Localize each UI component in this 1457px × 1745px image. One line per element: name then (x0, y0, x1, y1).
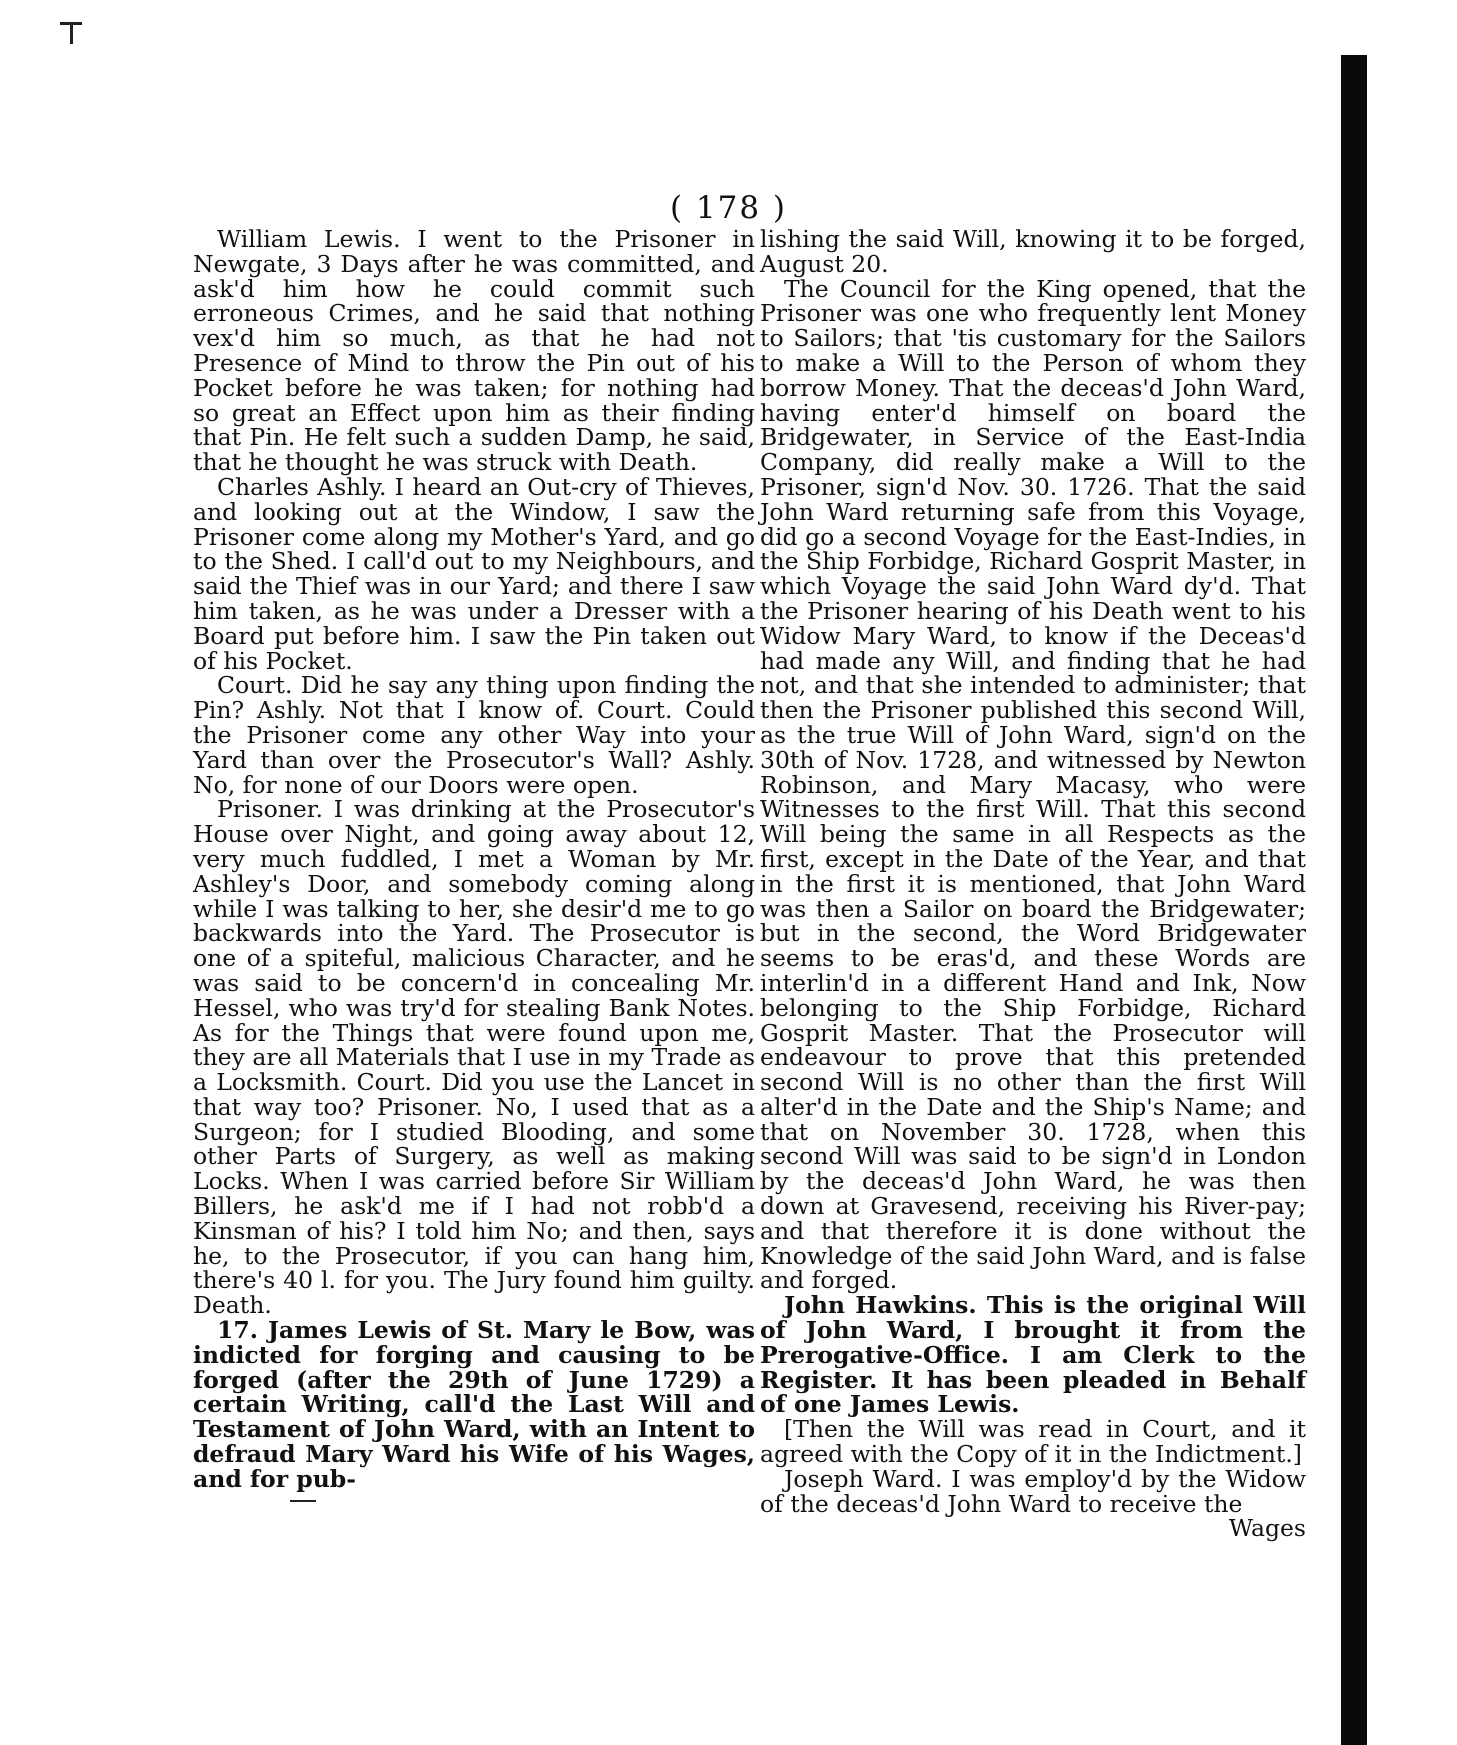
court-questions: Court. Did he say any thing upon finding the Pin? Ashly. Not that I know of. Court. Could the Prisoner come any other Way into your Yard than over the Prosecutor's Wall? Ashly. No, for none of our Doors were open. (193, 671, 755, 799)
testimony-joseph-ward: Joseph Ward. I was employ'd by the Widow of the deceas'd John Ward to receive the (760, 1464, 1306, 1518)
case-17-indictment: 17. James Lewis of St. Mary le Bow, was indicted for forging and causing to be forged (after the 29th of June 1729) a certain Writing, call'd the Last Will and Testament of John Ward, with an Intent to defraud Mary Ward his Wife of his Wages, and for pub- (193, 1316, 755, 1493)
prisoner-defence: Prisoner. I was drinking at the Prosecutor's House over Night, and going away about 12, very much fuddled, I met a Woman by Mr. Ashley's Door, and somebody coming along while I was talking to her, she desir'd me to go backwards into the Yard. The Prosecutor is one of a spiteful, malicious Character, and he was said to be concern'd in concealing Mr. Hessel, who was try'd for stealing Bank Notes. As for the Things that were found upon me, they are all Materials that I use in my Trade as a Locksmith. Court. Did you use the Lancet in that way too? Prisoner. No, I used that as a Surgeon; for I studied Blooding, and some other Parts of Surgery, as well as making Locks. When I was carried before Sir William Billers, he ask'd me if I had not robb'd a Kinsman of his? I told him No; and then, says he, to the Prosecutor, if you can hang him, there's 40 l. for you. The Jury found him guilty. Death. (193, 795, 755, 1320)
council-opening: The Council for the King opened, that the Prisoner was one who frequently lent Money to Sailors; that 'tis customary for the Sailors to make a Will to the Person of whom they borrow Money. That the deceas'd John Ward, having enter'd himself on board the Bridgewater, in Service of the East-India Company, did really make a Will to the Prisoner, sign'd Nov. 30. 1726. That the said John Ward returning safe from this Voyage, did go a second Voyage for the East-Indies, in the Ship Forbidge, Richard Gosprit Master, in which Voyage the said John Ward dy'd. That the Prisoner hearing of his Death went to his Widow Mary Ward, to know if the Deceas'd had made any Will, and finding that he had not, and that she intended to administer; that then the Prisoner published this second Will, as the true Will of John Ward, sign'd on the 30th of Nov. 1728, and witnessed by Newton Robinson, and Mary Macasy, who were Witnesses to the first Will. That this second Will being the same in all Respects as the first, except in the Date of the Year, and that in the first it is mentioned, that John Ward was then a Sailor on board the Bridgewater; but in the second, the Word Bridgewater seems to be eras'd, and these Words are interlin'd in a different Hand and Ink, Now belonging to the Ship Forbidge, Richard Gosprit Master. That the Prosecutor will endeavour to prove that this pretended second Will is no other than the first Will alter'd in the Date and the Ship's Name; and that on November 30. 1728, when this second Will was said to be sign'd in London by the deceas'd John Ward, he was then down at Gravesend, receiving his River-pay; and that therefore it is done without the Knowledge of the said John Ward, and is false and forged. (760, 274, 1306, 1295)
scan-mark-mid (290, 1500, 316, 1502)
right-column (760, 227, 1306, 1541)
indictment-continuation: lishing the said Will, knowing it to be forged, August 20. (760, 225, 1306, 278)
scan-mark-top-stem (70, 22, 73, 44)
catchword: Wages (1228, 1514, 1306, 1543)
left-column (193, 227, 755, 1492)
testimony-william-lewis: William Lewis. I went to the Prisoner in Newgate, 3 Days after he was committed, and ask'd him how he could commit such erroneous Crimes, and he said that nothing vex'd him so much, as that he had not Presence of Mind to throw the Pin out of his Pocket before he was taken; for nothing had so great an Effect upon him as their finding that Pin. He felt such a sudden Damp, he said, that he thought he was struck with Death. (193, 225, 755, 477)
testimony-john-hawkins: John Hawkins. This is the original Will of John Ward, I brought it from the Prerogative-Office. I am Clerk to the Register. It has been pleaded in Behalf of one James Lewis. (760, 1291, 1306, 1419)
scan-edge-shadow (1341, 55, 1367, 1745)
testimony-charles-ashly: Charles Ashly. I heard an Out-cry of Thieves, and looking out at the Window, I saw the Prisoner come along my Mother's Yard, and go to the Shed. I call'd out to my Neighbours, and said the Thief was in our Yard; and there I saw him taken, as he was under a Dresser with a Board put before him. I saw the Pin taken out of his Pocket. (193, 472, 755, 675)
page-number: ( 178 ) (669, 190, 788, 226)
will-read-note: [Then the Will was read in Court, and it agreed with the Copy of it in the Indictment.] (760, 1415, 1306, 1469)
